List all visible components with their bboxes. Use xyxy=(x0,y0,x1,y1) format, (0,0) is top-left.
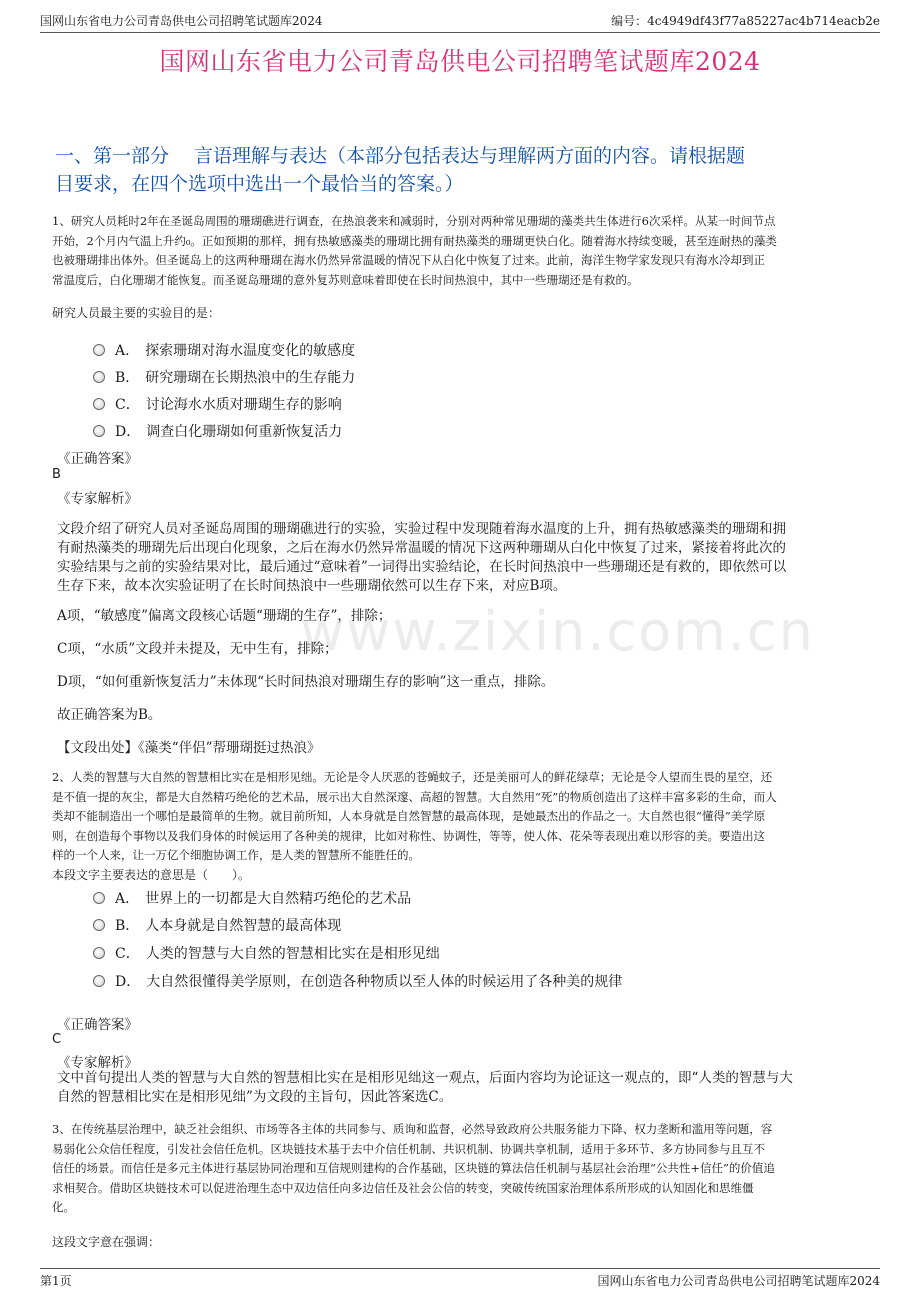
header-doc-title: 国网山东省电力公司青岛供电公司招聘笔试题库2024 xyxy=(40,14,323,28)
radio-button[interactable] xyxy=(93,425,105,437)
radio-button[interactable] xyxy=(93,398,105,410)
passage-line: 易弱化公众信任程度，引发社会信任危机。区块链技术基于去中介信任机制、共识机制、协调共享机制，适用于多环节、多方协同参与且互不 xyxy=(52,1141,765,1156)
header-doc-id: 编号：4c4949df43f77a85227ac4b714eacb2e xyxy=(611,14,880,28)
analysis-note: D项，“如何重新恢复活力”未体现“长时间热浪对珊瑚生存的影响”这一重点，排除。 xyxy=(57,674,555,690)
option-letter: A． xyxy=(115,343,140,359)
analysis-line: 生存下来，故本次实验证明了在长时间热浪中一些珊瑚依然可以生存下来，对应B项。 xyxy=(57,578,567,594)
passage-line: 则，在创造每个事物以及我们身体的时候运用了各种美的规律，比如对称性、协调性，等等，使人体、花朵等表现出难以形容的美。要造出这 xyxy=(52,828,765,843)
page-footer xyxy=(40,1268,880,1292)
passage-line: 是不值一提的灰尘，都是大自然精巧绝伦的艺术品，展示出大自然深邃、高超的智慧。大自然用“死”的物质创造出了这样丰富多彩的生命，而人 xyxy=(52,789,777,804)
analysis-line: 自然的智慧相比实在是相形见绌”为文段的主旨句，因此答案选C。 xyxy=(57,1089,453,1105)
option-b[interactable] xyxy=(93,367,355,387)
passage-line: 开始，2个月内气温上升约₀。正如预期的那样，拥有热敏感藻类的珊瑚比拥有耐热藻类的珊瑚更快白化。随着海水持续变暖，甚至连耐热的藻类 xyxy=(52,233,777,248)
analysis-line: 有耐热藻类的珊瑚先后出现白化现象，之后在海水仍然异常温暖的情况下这两种珊瑚从白化中恢复了过来，紧接着将此次的 xyxy=(57,540,786,556)
answer-value: B xyxy=(52,467,61,482)
question-2-passage xyxy=(52,768,870,866)
passage-line: 2、人类的智慧与大自然的智慧相比实在是相形见绌。无论是令人厌恶的苍蝇蚊子，还是美丽可人的鲜花绿草；无论是令人望而生畏的星空，还 xyxy=(52,770,773,784)
question-2-stem: 本段文字主要表达的意思是（ ）。 xyxy=(52,868,251,882)
page-number: 第1页 xyxy=(40,1274,72,1288)
option-letter: B． xyxy=(115,918,140,934)
section-heading-line: 一、第一部分 言语理解与表达（本部分包括表达与理解两方面的内容。请根据题 xyxy=(55,145,746,167)
option-letter: A． xyxy=(115,891,140,907)
passage-line: 求相契合。借助区块链技术可以促进治理生态中双边信任向多边信任及社会公信的转变，突破传统国家治理体系所形成的认知固化和思维僵 xyxy=(52,1180,754,1195)
watermark: www.zixin.com.cn xyxy=(300,600,815,663)
question-3-passage xyxy=(52,1120,870,1218)
radio-button[interactable] xyxy=(93,947,105,959)
passage-line: 样的一个人来，让一万亿个细胞协调工作，是人类的智慧所不能胜任的。 xyxy=(52,848,420,862)
option-text: 人本身就是自然智慧的最高体现 xyxy=(145,918,342,934)
option-text: 探索珊瑚对海水温度变化的敏感度 xyxy=(145,343,356,359)
analysis-label: 《专家解析》 xyxy=(57,1055,138,1071)
analysis-note: C项，“水质”文段并未提及，无中生有，排除； xyxy=(57,641,338,657)
analysis-line: 文中首句提出人类的智慧与大自然的智慧相比实在是相形见绌这一观点，后面内容均为论证这一观点的，即“人类的智慧与大 xyxy=(57,1070,793,1086)
answer-label: 《正确答案》 xyxy=(57,1017,138,1033)
passage-line: 化。 xyxy=(52,1200,75,1214)
question-1-analysis xyxy=(57,520,870,596)
passage-line: 3、在传统基层治理中，缺乏社会组织、市场等各主体的共同参与、质询和监督，必然导致政府公共服务能力下降、权力垄断和滥用等问题，容 xyxy=(52,1122,773,1136)
option-text: 研究珊瑚在长期热浪中的生存能力 xyxy=(145,370,356,386)
radio-button[interactable] xyxy=(93,975,105,987)
analysis-line: 文段介绍了研究人员对圣诞岛周围的珊瑚礁进行的实验，实验过程中发现随着海水温度的上升，拥有热敏感藻类的珊瑚和拥 xyxy=(57,521,786,537)
radio-button[interactable] xyxy=(93,371,105,383)
passage-line: 1、研究人员耗时2年在圣诞岛周围的珊瑚礁进行调查，在热浪袭来和减弱时，分别对两种常见珊瑚的藻类共生体进行6次采样。从某一时间节点 xyxy=(52,214,776,228)
analysis-conclusion: 故正确答案为B。 xyxy=(57,707,162,723)
radio-button[interactable] xyxy=(93,919,105,931)
question-1-stem: 研究人员最主要的实验目的是： xyxy=(52,306,221,320)
analysis-note: A项，“敏感度”偏离文段核心话题“珊瑚的生存”，排除； xyxy=(57,608,392,624)
option-a[interactable] xyxy=(93,340,355,360)
option-letter: C． xyxy=(115,946,140,962)
option-c[interactable] xyxy=(93,943,440,963)
radio-button[interactable] xyxy=(93,892,105,904)
option-letter: D． xyxy=(115,974,141,990)
option-a[interactable] xyxy=(93,888,411,908)
source-citation: 【文段出处】《藻类“伴侣”帮珊瑚挺过热浪》 xyxy=(57,740,321,756)
passage-line: 类却不能制造出一个哪怕是最简单的生物。就目前所知，人本身就是自然智慧的最高体现，是她最杰出的作品之一。大自然也很“懂得”美学原 xyxy=(52,809,766,823)
section-heading xyxy=(55,142,870,198)
page-title: 国网山东省电力公司青岛供电公司招聘笔试题库2024 xyxy=(159,47,761,76)
answer-value: C xyxy=(52,1032,62,1047)
page-header xyxy=(40,12,880,33)
option-c[interactable] xyxy=(93,394,342,414)
radio-button[interactable] xyxy=(93,344,105,356)
option-d[interactable] xyxy=(93,971,622,991)
footer-doc-title: 国网山东省电力公司青岛供电公司招聘笔试题库2024 xyxy=(597,1274,880,1288)
passage-line: 也被珊瑚排出体外。但圣诞岛上的这两种珊瑚在海水仍然异常温暖的情况下从白化中恢复了过来。此前，海洋生物学家发现只有海水冷却到正 xyxy=(52,253,765,267)
passage-line: 信任的场景。而信任是多元主体进行基层协同治理和互信规则建构的合作基础，区块链的算法信任机制与基层社会治理“公共性+信任”的价值追 xyxy=(52,1161,775,1175)
option-text: 人类的智慧与大自然的智慧相比实在是相形见绌 xyxy=(145,946,440,962)
question-1-passage xyxy=(52,212,870,290)
option-d[interactable] xyxy=(93,421,342,441)
section-heading-line: 目要求，在四个选项中选出一个最恰当的答案。） xyxy=(55,173,464,195)
analysis-line: 实验结果与之前的实验结果对比，最后通过“意味着”一词得出实验结论，在长时间热浪中一些珊瑚还是有救的，即依然可以 xyxy=(57,559,787,575)
option-text: 讨论海水水质对珊瑚生存的影响 xyxy=(145,397,342,413)
analysis-label: 《专家解析》 xyxy=(57,491,138,507)
option-letter: D． xyxy=(115,424,141,440)
option-text: 调查白化珊瑚如何重新恢复活力 xyxy=(146,424,343,440)
option-text: 世界上的一切都是大自然精巧绝伦的艺术品 xyxy=(145,891,412,907)
question-2-analysis xyxy=(57,1069,870,1107)
passage-line: 常温度后，白化珊瑚才能恢复。而圣诞岛珊瑚的意外复苏则意味着即使在长时间热浪中，其中一些珊瑚还是有救的。 xyxy=(52,272,639,287)
option-b[interactable] xyxy=(93,915,341,935)
option-letter: B． xyxy=(115,370,140,386)
option-letter: C． xyxy=(115,397,140,413)
option-text: 大自然很懂得美学原则，在创造各种物质以至人体的时候运用了各种美的规律 xyxy=(146,974,623,990)
answer-label: 《正确答案》 xyxy=(57,451,138,467)
question-3-stem: 这段文字意在强调： xyxy=(52,1235,161,1249)
